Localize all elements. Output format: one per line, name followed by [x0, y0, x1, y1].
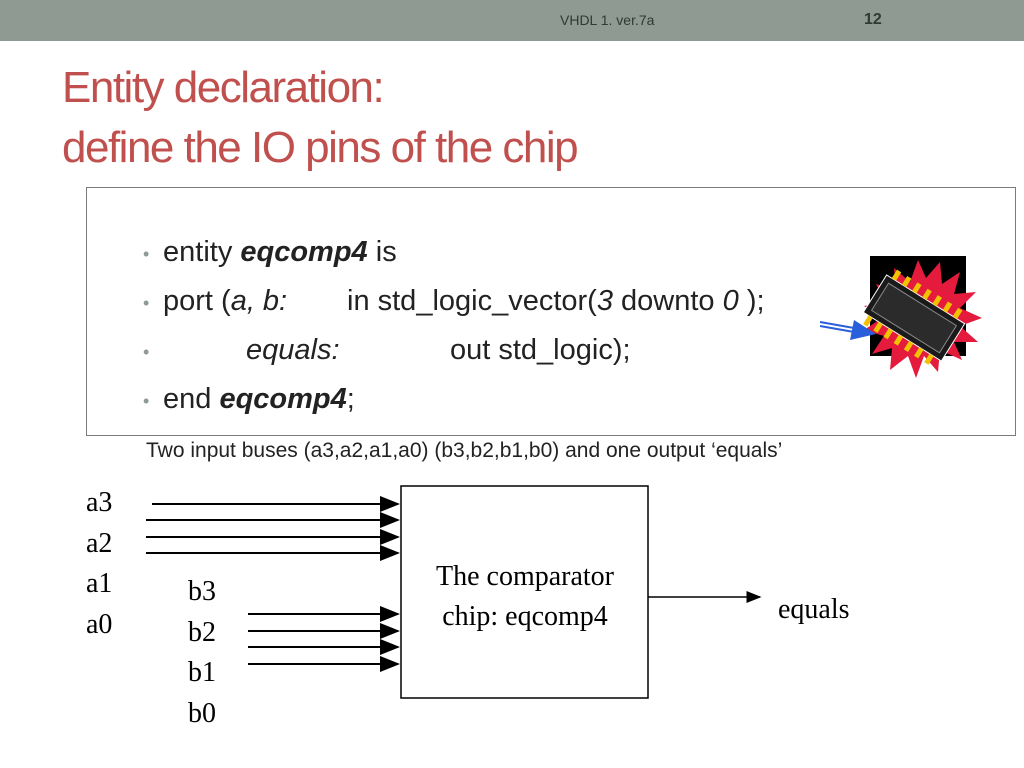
entity-name: eqcomp4	[240, 236, 368, 268]
b-label: b3	[188, 576, 216, 607]
chip-icon	[818, 256, 998, 386]
box-label-line-2: chip: eqcomp4	[442, 601, 608, 632]
b-label: b2	[188, 617, 216, 648]
a-label: a3	[86, 487, 113, 518]
code-text: out std_logic);	[450, 334, 631, 366]
bullet-icon: •	[143, 293, 150, 313]
title-line-2: define the IO pins of the chip	[62, 123, 578, 172]
code-text: entity	[163, 236, 241, 268]
code-text: end	[163, 383, 220, 415]
code-text: ;	[346, 383, 355, 415]
comparator-diagram	[0, 470, 1024, 768]
a-label: a2	[86, 528, 113, 559]
range-high: 3	[596, 285, 613, 317]
entity-name: eqcomp4	[219, 383, 347, 415]
b-label: b0	[188, 698, 216, 729]
caption: Two input buses (a3,a2,a1,a0) (b3,b2,b1,b0) and one output ‘equals’	[146, 439, 783, 462]
b-label: b1	[188, 657, 216, 688]
code-text: port (	[163, 285, 231, 317]
title-line-1: Entity declaration:	[62, 63, 384, 112]
header-text: VHDL 1. ver.7a	[560, 12, 655, 28]
output-port-name: equals:	[246, 334, 340, 366]
code-text: is	[367, 236, 397, 268]
a-label: a0	[86, 609, 113, 640]
output-label: equals	[778, 594, 850, 625]
code-text: downto	[612, 285, 723, 317]
slide-number: 12	[864, 11, 882, 28]
port-names: a, b:	[230, 285, 288, 317]
comparator-box	[401, 486, 648, 698]
range-low: 0	[722, 285, 739, 317]
box-label-line-1: The comparator	[435, 561, 615, 592]
a-label: a1	[86, 568, 113, 599]
code-text: );	[738, 285, 765, 317]
code-text: in std_logic_vector(	[347, 285, 597, 317]
bullet-icon: •	[143, 342, 150, 362]
slide-title	[62, 58, 577, 178]
bullet-icon: •	[143, 391, 150, 411]
bullet-icon: •	[143, 244, 150, 264]
